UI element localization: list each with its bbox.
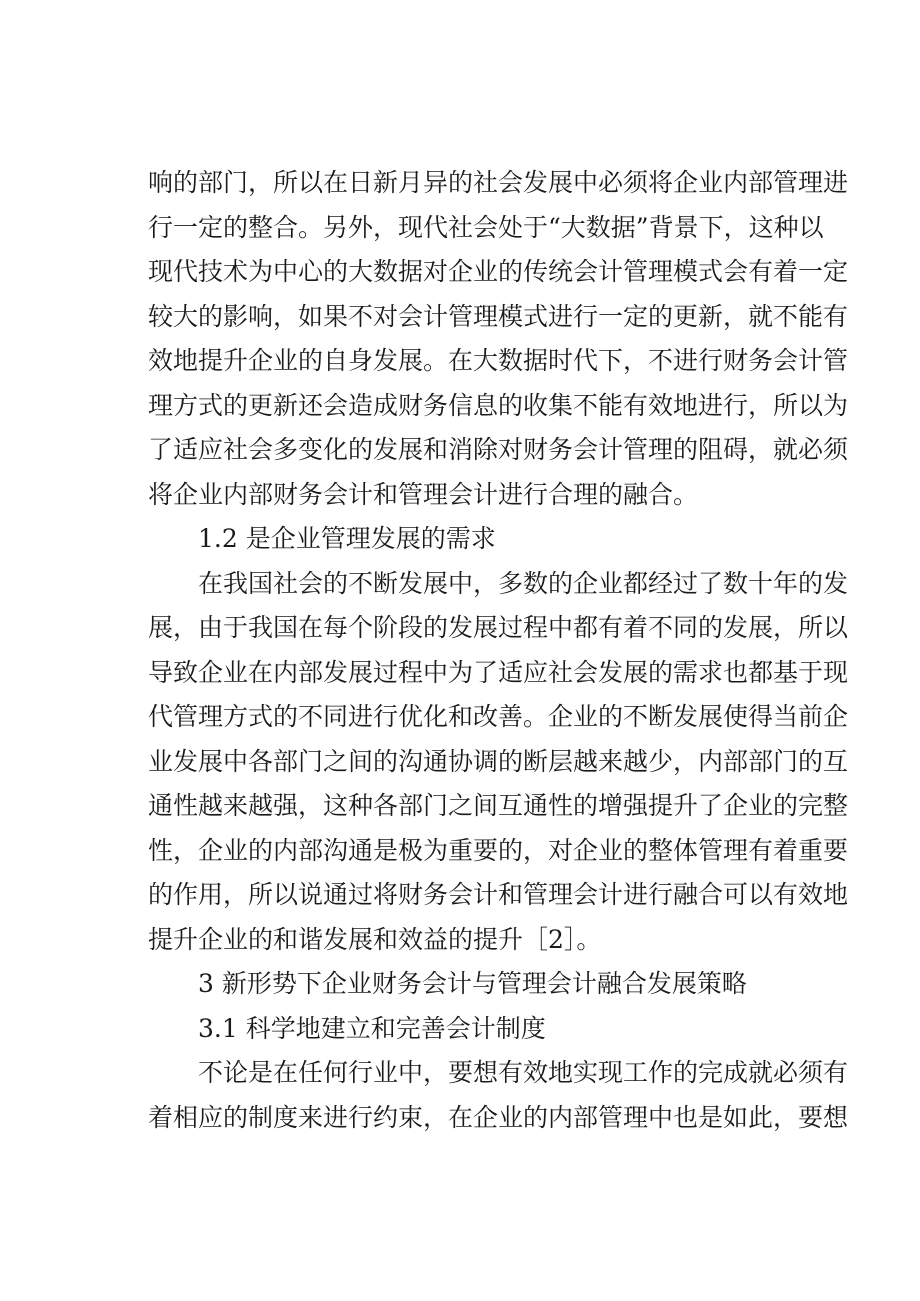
paragraph-1-line-3: 现代技术为中心的大数据对企业的传统会计管理模式会有着一定 bbox=[148, 257, 849, 286]
paragraph-2-line-5: 业发展中各部门之间的沟通协调的断层越来越少，内部部门的互 bbox=[148, 747, 849, 776]
paragraph-1-line-7: 了适应社会多变化的发展和消除对财务会计管理的阻碍，就必须 bbox=[148, 435, 849, 464]
paragraph-2-line-1: 在我国社会的不断发展中，多数的企业都经过了数十年的发 bbox=[198, 569, 849, 598]
paragraph-3-line-2: 着相应的制度来进行约束，在企业的内部管理中也是如此，要想 bbox=[148, 1103, 849, 1132]
paragraph-1-line-1: 响的部门，所以在日新月异的社会发展中必须将企业内部管理进 bbox=[148, 168, 849, 197]
paragraph-1-line-2: 行一定的整合。另外，现代社会处于“大数据”背景下，这种以 bbox=[148, 213, 824, 242]
paragraph-1-line-5: 效地提升企业的自身发展。在大数据时代下，不进行财务会计管 bbox=[148, 346, 849, 375]
section-heading-3-1: 3.1 科学地建立和完善会计制度 bbox=[198, 1014, 546, 1043]
paragraph-2-line-8: 的作用，所以说通过将财务会计和管理会计进行融合可以有效地 bbox=[148, 880, 849, 909]
paragraph-2-line-4: 代管理方式的不同进行优化和改善。企业的不断发展使得当前企 bbox=[148, 702, 849, 731]
section-heading-3: 3 新形势下企业财务会计与管理会计融合发展策略 bbox=[198, 969, 747, 998]
section-heading-1-2: 1.2 是企业管理发展的需求 bbox=[198, 524, 496, 553]
paragraph-1-line-6: 理方式的更新还会造成财务信息的收集不能有效地进行，所以为 bbox=[148, 391, 849, 420]
paragraph-1-line-4: 较大的影响，如果不对会计管理模式进行一定的更新，就不能有 bbox=[148, 302, 849, 331]
paragraph-2-line-6: 通性越来越强，这种各部门之间互通性的增强提升了企业的完整 bbox=[148, 791, 849, 820]
paragraph-1-line-8: 将企业内部财务会计和管理会计进行合理的融合。 bbox=[148, 480, 699, 509]
paragraph-2-line-2: 展，由于我国在每个阶段的发展过程中都有着不同的发展，所以 bbox=[148, 613, 849, 642]
paragraph-2-line-7: 性，企业的内部沟通是极为重要的，对企业的整体管理有着重要 bbox=[148, 836, 849, 865]
paragraph-3-line-1: 不论是在任何行业中，要想有效地实现工作的完成就必须有 bbox=[198, 1058, 849, 1087]
paragraph-2-line-3: 导致企业在内部发展过程中为了适应社会发展的需求也都基于现 bbox=[148, 658, 849, 687]
paragraph-2-line-9: 提升企业的和谐发展和效益的提升［2］。 bbox=[148, 925, 602, 954]
